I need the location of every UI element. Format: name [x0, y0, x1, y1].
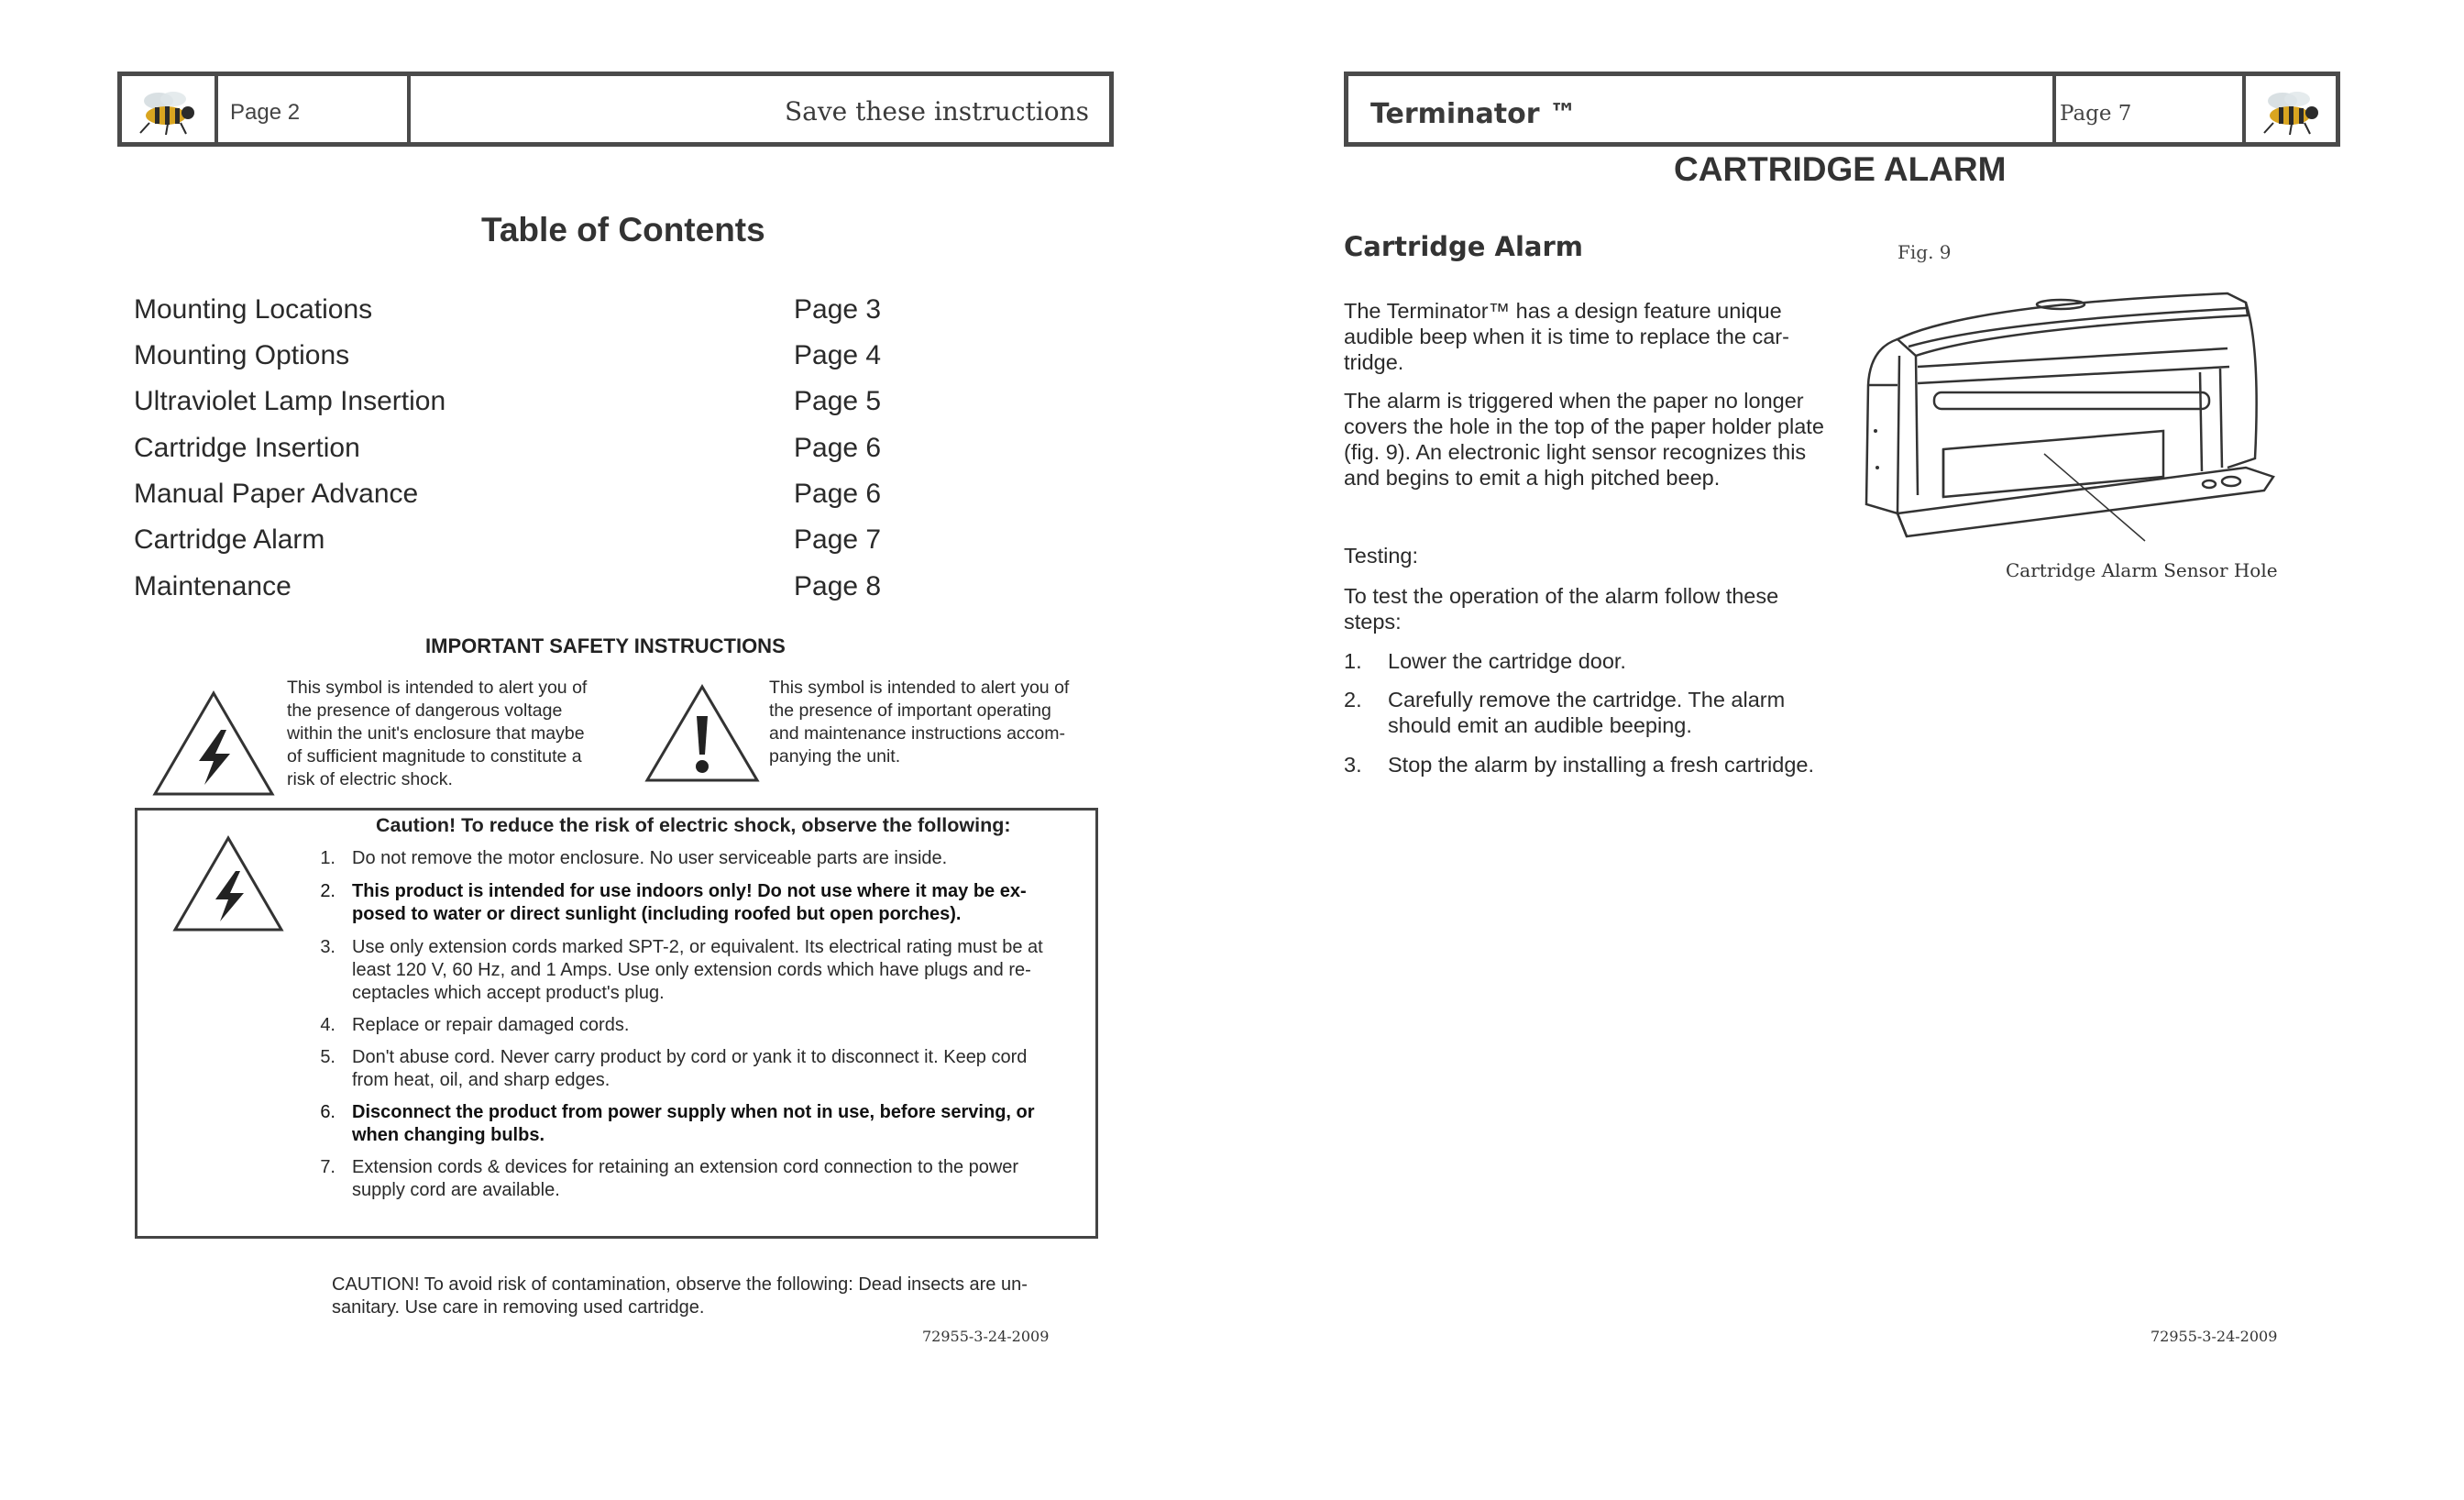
left-header-title: Save these instructions: [784, 96, 1089, 127]
right-footer-code: 72955-3-24-2009: [2150, 1328, 2278, 1345]
voltage-symbol-text: This symbol is intended to alert you of the presence of dangerous voltage within the unit's enclosure that maybe of sufficient magnitude to constitute a risk of electric shock.: [287, 678, 588, 789]
bee-logo-icon: [131, 83, 204, 138]
figure-label: Fig. 9: [1898, 241, 1952, 263]
toc-entry: Mounting Options Page 4: [134, 340, 882, 370]
caution-heading: Caution! To reduce the risk of electric shock, observe the following:: [376, 814, 1011, 836]
electric-shock-warning-icon: [171, 834, 285, 933]
toc-title: Table of Contents: [481, 211, 765, 248]
contamination-caution: CAUTION! To avoid risk of contamination, observe the following: Dead insects are un- sanitary. Use care in removing used cartridge.: [332, 1274, 1028, 1318]
section-title: Cartridge Alarm: [1344, 231, 1584, 262]
toc-entry: Maintenance Page 8: [134, 571, 882, 601]
safety-heading: IMPORTANT SAFETY INSTRUCTIONS: [425, 634, 786, 657]
alarm-paragraph: The alarm is triggered when the paper no longer covers the hole in the top of the paper holder plate (fig. 9). An electronic light sensor recognizes this and begins to emit a high pitched beep.: [1344, 389, 1824, 490]
right-header-title: Terminator ™: [1370, 98, 1577, 130]
exclamation-symbol-text: This symbol is intended to alert you of the presence of important operating and maintenance instructions accom- panying the unit.: [769, 678, 1070, 767]
toc-entry: Cartridge Insertion Page 6: [134, 433, 882, 463]
toc-entry: Mounting Locations Page 3: [134, 294, 882, 325]
testing-intro: To test the operation of the alarm follow these steps:: [1344, 584, 1779, 634]
right-header: [1344, 72, 2340, 147]
toc-list: [134, 294, 959, 624]
testing-steps: 1. Lower the cartridge door. 2. Carefully remove the cartridge. The alarm should emit an audible beeping. 3. Stop the alarm by installing a fresh cartridge.: [1344, 649, 1815, 777]
toc-entry: Cartridge Alarm Page 7: [134, 524, 882, 555]
bee-logo-icon: [2255, 83, 2328, 138]
figure-caption: Cartridge Alarm Sensor Hole: [2006, 559, 2278, 581]
toc-entry: Manual Paper Advance Page 6: [134, 479, 882, 509]
caution-list: 1. Do not remove the motor enclosure. No user serviceable parts are inside. 2. This product is intended for use indoors only! Do not use where it may be ex- posed to water or direct sunlight (including roofed but open porches). 3. Use only extension cords marked SPT-2, or equivalent. Its electrical rating must be at least 120 V, 60 Hz, and 1 Amps. Use only extension cords which have plugs and re- ceptacles which accept product's plug. 4. Replace or repair damaged cords. 5. Don't abuse cord. Never carry product by cord or yank it to disconnect it. Keep cord from heat, oil, and sharp edges. 6. Disconnect the product from power supply when not in use, before serving, or when changing bulbs. 7. Extension cords & devices for retaining an extension cord connection to the power supply cord are available.: [320, 848, 1043, 1200]
exclamation-warning-icon: [644, 683, 761, 784]
caution-box: [135, 808, 1098, 1239]
right-header-page-label: Page 7: [2060, 102, 2132, 126]
left-footer-code: 72955-3-24-2009: [922, 1328, 1050, 1345]
electric-shock-warning-icon: [151, 689, 276, 798]
cartridge-unit-illustration: [1861, 284, 2282, 550]
toc-entry: Ultraviolet Lamp Insertion Page 5: [134, 386, 882, 416]
left-header: [117, 72, 1114, 147]
testing-label: Testing:: [1344, 544, 1418, 568]
page-heading: CARTRIDGE ALARM: [1674, 150, 2007, 188]
intro-paragraph: The Terminator™ has a design feature unique audible beep when it is time to replace the car- tridge.: [1344, 299, 1789, 374]
left-header-logo-cell: [122, 76, 215, 142]
right-header-logo-cell: [2246, 76, 2336, 142]
left-header-page-label: Page 2: [230, 100, 301, 125]
